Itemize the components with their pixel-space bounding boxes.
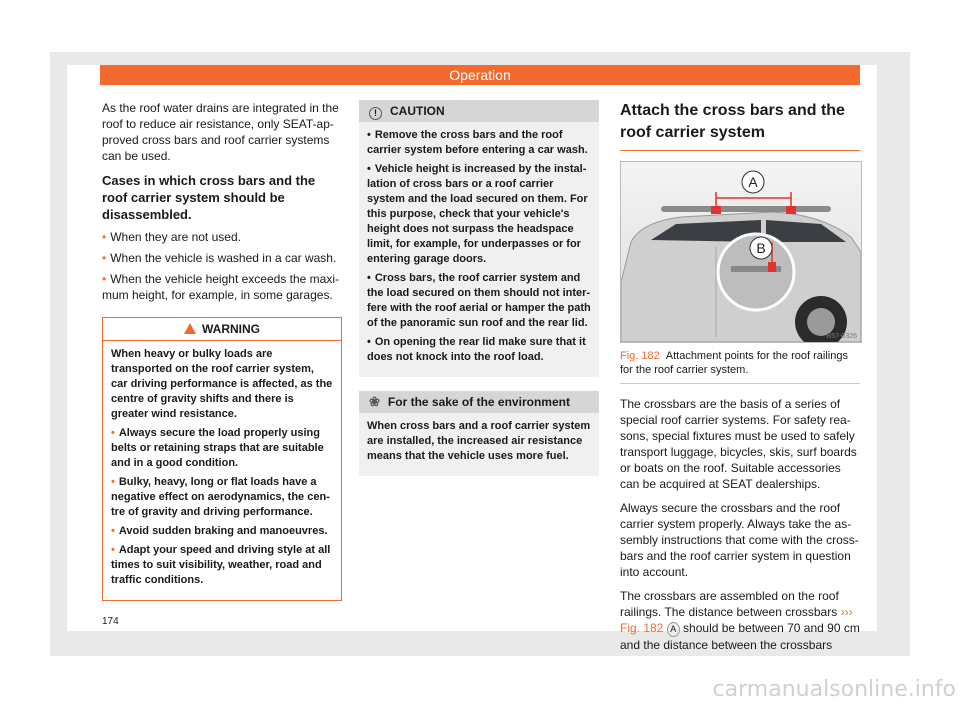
environment-header: ❀ For the sake of the environment [359, 391, 599, 413]
list-item: • On opening the rear lid make sure that it does not knock into the roof load. [367, 336, 586, 363]
column-right [620, 100, 860, 661]
reference-arrow-icon: ››› [840, 605, 853, 619]
warning-triangle-icon [184, 323, 196, 334]
environment-text: When cross bars and a roof carrier system are installed, the increased air resistance means that the vehicle uses more fuel. [367, 420, 591, 462]
warning-body [103, 341, 341, 588]
crossbars-paragraph-1: The crossbars are the basis of a series of special roof carrier systems. For safety reasons, special fixtures must be used to safely transport luggage, bicycles, skis, surf boards or boats on the roof. Suitable accessories can be acquired at SEAT dealerships. [620, 397, 857, 491]
bullet-icon: • [111, 544, 115, 556]
bullet-icon: • [102, 272, 107, 286]
car-roof-figure [620, 161, 862, 343]
column-left [102, 100, 342, 601]
bullet-icon: • [102, 230, 107, 244]
list-item: • Remove the cross bars and the roof carrier system before entering a car wash. [367, 129, 588, 156]
bullet-icon: • [111, 476, 115, 488]
bullet-icon: • [102, 251, 107, 265]
warning-box [102, 317, 342, 601]
warning-text: When heavy or bulky loads are transported on the roof carrier system, car driving performance is affected, as the centre of gravity shifts and there is greater wind resistance. [111, 348, 333, 420]
crossbars-paragraph-2: Always secure the crossbars and the roof carrier system properly. Always take the assembly instructions that come with the crossbars and the roof carrier system in question into account. [620, 501, 859, 579]
bullet-icon: • [367, 129, 371, 141]
environment-box [359, 391, 599, 476]
page-number: 174 [102, 616, 119, 627]
disassembly-heading: Cases in which cross bars and the roof carrier system should be disassembled. [102, 173, 316, 222]
list-item: • Cross bars, the roof carrier system and the load secured on them should not interfere with the roof aerial or hamper the path of the panoramic sun roof and the rear lid. [367, 272, 591, 329]
bullet-icon: • [367, 336, 371, 348]
section-header: Operation [100, 65, 860, 85]
column-middle [359, 100, 599, 476]
caution-circle-icon: ! [369, 107, 382, 120]
list-item: • When the vehicle height exceeds the maximum height, for example, in some garages. [102, 272, 339, 302]
intro-paragraph: As the roof water drains are integrated in the roof to reduce air resistance, only SEAT-approved cross bars and roof carrier systems can be used. [102, 101, 339, 163]
car-illustration [621, 162, 861, 342]
caution-box [359, 100, 599, 377]
list-item: • Always secure the load properly using belts or retaining straps that are suitable and in a good condition. [111, 427, 324, 469]
list-item: • When the vehicle is washed in a car wash. [102, 251, 337, 265]
caution-body [359, 122, 599, 365]
label-b: B [756, 240, 766, 256]
figure-link[interactable]: Fig. 182 [620, 621, 664, 635]
bullet-icon: • [111, 427, 115, 439]
warning-header: WARNING [103, 318, 341, 341]
list-item: • When they are not used. [102, 230, 241, 244]
list-item: • Vehicle height is increased by the installation of cross bars or a roof carrier system and the load secured on them. For this purpose, check that your vehicle's height does not surpass the headspace limit, for example, for underpasses or for entering garage doors. [367, 163, 588, 265]
list-item: • Avoid sudden braking and manoeuvres. [111, 525, 328, 537]
list-item: • Adapt your speed and driving style at all times to suit visibility, weather, road and traffic conditions. [111, 544, 331, 586]
bullet-icon: • [367, 272, 371, 284]
bullet-icon: • [367, 163, 371, 175]
crossbars-paragraph-3: The crossbars are assembled on the roof railings. The distance between crossbars ››› Fig. 182 A should be between 70 and 90 cm and the distance between the crossbars [620, 589, 860, 652]
caution-header: ! CAUTION [359, 100, 599, 122]
figure-code: B57-0326 [826, 333, 857, 340]
figure-caption [620, 349, 860, 384]
label-a: A [748, 174, 758, 190]
marker-a: A [667, 622, 680, 637]
list-item: • Bulky, heavy, long or flat loads have a negative effect on aerodynamics, the centre of gravity and driving performance. [111, 476, 330, 518]
watermark: carmanualsonline.info [712, 677, 956, 702]
environment-body [359, 413, 599, 464]
figure-number: Fig. 182 [620, 350, 660, 362]
caption-text: Attachment points for the roof railings for the roof carrier system. [620, 350, 848, 376]
leaf-icon: ❀ [369, 394, 380, 409]
section-title: Attach the cross bars and the roof carrier system [620, 100, 860, 151]
bullet-icon: • [111, 525, 115, 537]
